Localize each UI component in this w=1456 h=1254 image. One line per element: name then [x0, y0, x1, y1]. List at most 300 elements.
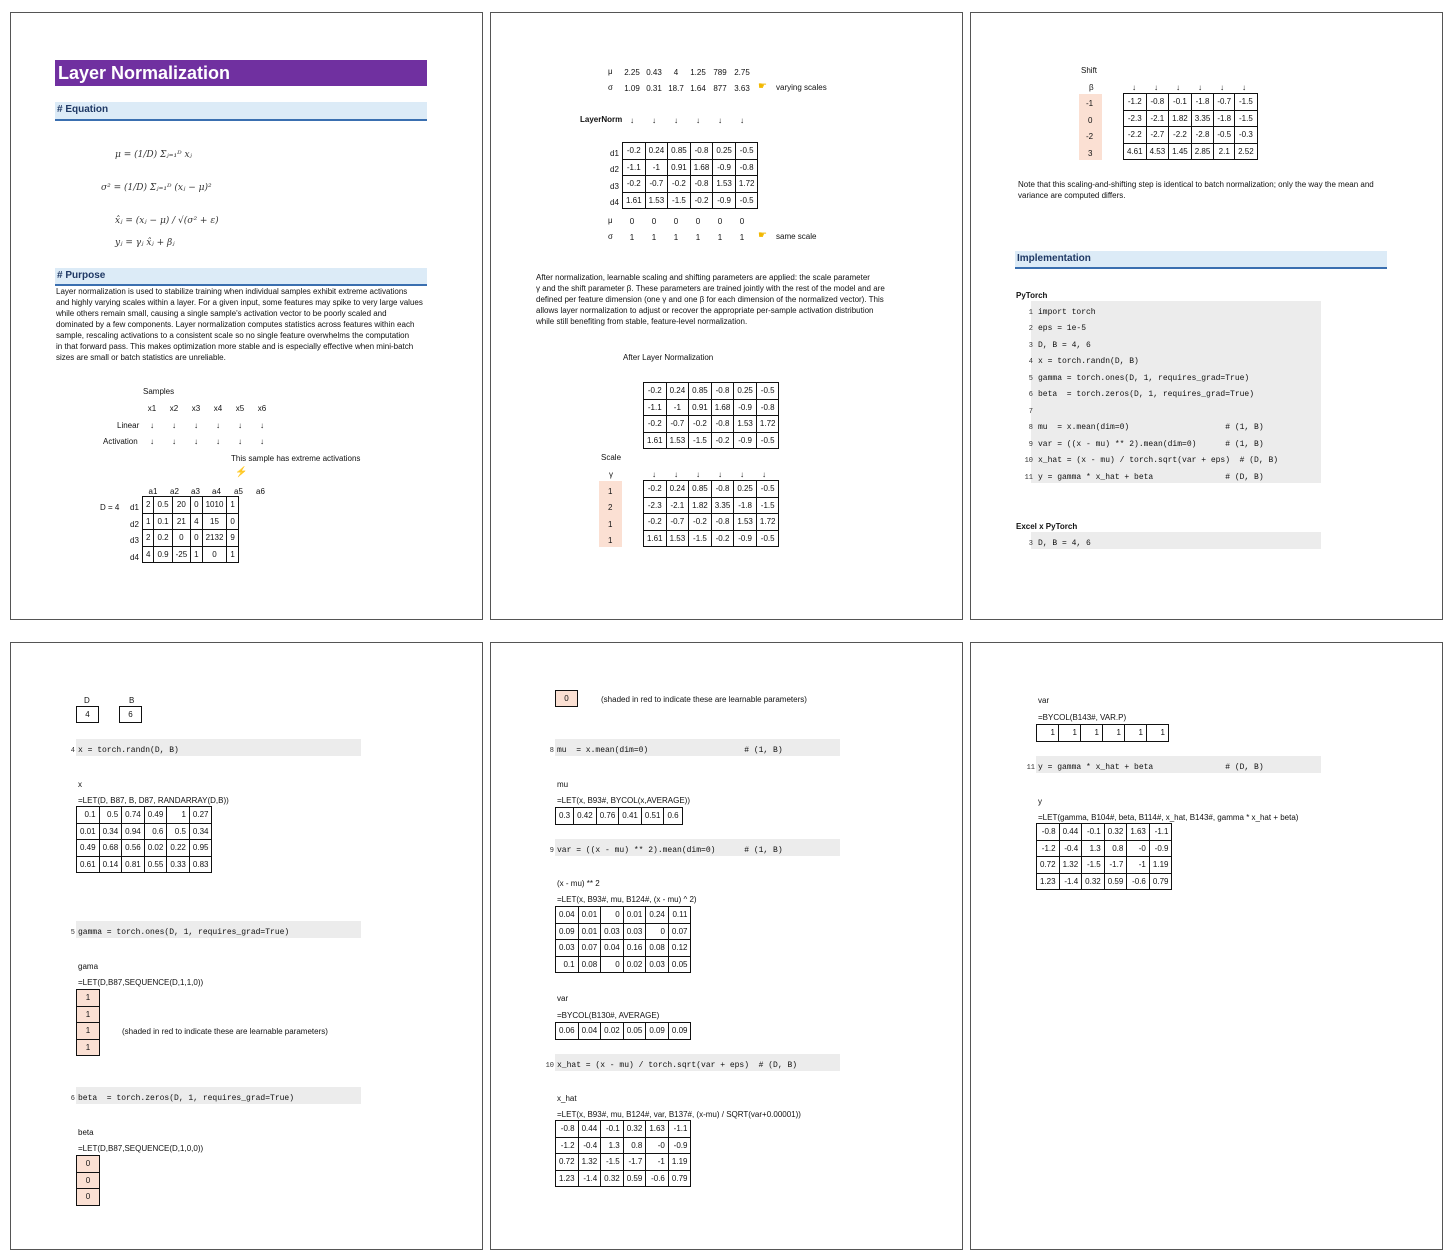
- table-cell: -0: [1127, 840, 1150, 857]
- sigma-value: 1: [651, 233, 657, 242]
- table-cell: 21: [172, 513, 191, 530]
- b-value-cell[interactable]: 6: [119, 706, 142, 723]
- table-cell: 0.24: [666, 383, 689, 400]
- table-cell: 0: [191, 497, 202, 514]
- xhat-table: [555, 1120, 691, 1187]
- purpose-line: while others remain small, causing a single sample's activation vector to be poorly scaled and: [56, 309, 387, 318]
- table-cell: 1.61: [644, 530, 667, 547]
- table-cell: 0.01: [578, 907, 601, 924]
- sigma-label: σ: [608, 83, 613, 92]
- table-cell: -1.1: [623, 159, 646, 176]
- equation-normalize: x̂ⱼ = (xⱼ − μ) / √(σ² + ε): [115, 216, 219, 226]
- d-value-cell[interactable]: 4: [76, 706, 99, 723]
- sigma-values-normalized: [621, 233, 753, 242]
- code-line: x_hat = (x - mu) / torch.sqrt(var + eps) # (D, B): [557, 1061, 798, 1070]
- table-cell: -0.9: [734, 432, 757, 449]
- table-cell: 1: [143, 513, 154, 530]
- code-line: var = ((x - mu) ** 2).mean(dim=0) # (1, B): [1038, 440, 1264, 449]
- table-cell: 0: [77, 1172, 100, 1189]
- table-cell: 0.04: [601, 940, 624, 957]
- table-cell: 2: [143, 530, 154, 547]
- line-number: 8: [1028, 424, 1033, 432]
- table-cell: 1.53: [713, 176, 736, 193]
- table-cell: -1.4: [1059, 873, 1082, 890]
- table-cell: 0.91: [668, 159, 691, 176]
- table-cell: 0.12: [668, 940, 691, 957]
- sample-header: x2: [169, 404, 179, 413]
- activation-arrows: [141, 437, 273, 446]
- table-cell: -1.7: [1104, 857, 1127, 874]
- param-swatch: 0: [555, 690, 578, 707]
- paragraph-line: defined per feature dimension (one γ and one β for each dimension of the normalized vector). This: [536, 295, 884, 304]
- table-cell: 0.49: [77, 840, 100, 857]
- table-row: [556, 808, 683, 825]
- activation-header: a1: [148, 487, 158, 496]
- table-row: [556, 923, 691, 940]
- table-cell: 0.08: [646, 940, 669, 957]
- page-2: [490, 12, 963, 620]
- table-row: [1124, 110, 1258, 127]
- table-cell: 0.33: [167, 856, 190, 873]
- table-cell: 0.32: [1082, 873, 1105, 890]
- down-arrow-icon: ↓: [1132, 83, 1136, 92]
- xhat-formula: =LET(x, B93#, mu, B124#, var, B137#, (x-mu) / SQRT(var+0.00001)): [557, 1110, 801, 1119]
- sample-header: x1: [147, 404, 157, 413]
- shifted-table: [1123, 93, 1258, 160]
- mu-value: 0: [695, 217, 701, 226]
- equation-mean: μ = (1/D) Σⱼ₌₁ᴰ xⱼ: [115, 150, 192, 160]
- mu-value: 0: [651, 217, 657, 226]
- table-cell: 0.24: [645, 143, 668, 160]
- line-number: 11: [1024, 474, 1033, 482]
- beta-value: 0: [1088, 116, 1093, 125]
- down-arrow-icon: ↓: [762, 470, 766, 479]
- page-6: [970, 642, 1443, 1250]
- gamma-value: 1: [608, 487, 613, 496]
- down-arrow-icon: ↓: [652, 470, 656, 479]
- code-line: mu = x.mean(dim=0) # (1, B): [557, 746, 783, 755]
- code-line: D, B = 4, 6: [1038, 539, 1091, 548]
- equation-heading: # Equation: [55, 102, 427, 121]
- note-line: Note that this scaling-and-shifting step is identical to batch normalization; only the way the mean and: [1018, 180, 1374, 189]
- paragraph-line: allows layer normalization to adjust or recover the appropriate per-sample activation distribution: [536, 306, 874, 315]
- line-number: 1: [1028, 309, 1033, 317]
- gamma-value: 1: [608, 536, 613, 545]
- table-cell: -0.9: [734, 530, 757, 547]
- table-row: [623, 192, 758, 209]
- table-cell: 1.23: [556, 1170, 579, 1187]
- sigma-value: 3.63: [734, 84, 750, 93]
- table-cell: -0.4: [1059, 840, 1082, 857]
- table-cell: -0.8: [711, 416, 734, 433]
- table-cell: -0.5: [756, 432, 779, 449]
- activation-header: a5: [234, 487, 243, 496]
- code-line: beta = torch.zeros(D, 1, requires_grad=True): [78, 1094, 295, 1103]
- samples-label: Samples: [143, 387, 175, 396]
- row-label: d3: [610, 182, 619, 191]
- table-cell: -0.8: [1037, 824, 1060, 841]
- down-arrow-icon: ↓: [718, 116, 722, 125]
- table-cell: 1.68: [690, 159, 713, 176]
- var-table: [555, 1022, 691, 1040]
- table-cell: -1: [666, 399, 689, 416]
- table-row: [77, 807, 212, 824]
- paragraph-line: γ and the shift parameter β. These parameters are trained jointly with the rest of the model and are: [536, 284, 885, 293]
- table-cell: 1.53: [645, 192, 668, 209]
- beta-value: -1: [1086, 99, 1094, 108]
- mu-table: [555, 807, 683, 825]
- table-row: [644, 416, 779, 433]
- down-arrow-icon: ↓: [260, 437, 264, 446]
- table-cell: 0: [191, 530, 202, 547]
- table-cell: 0.68: [99, 840, 122, 857]
- table-row: [623, 176, 758, 193]
- mu-value: 789: [713, 68, 727, 77]
- table-cell: 1: [227, 497, 238, 514]
- gama-label: gama: [78, 962, 99, 971]
- table-row: [623, 143, 758, 160]
- table-cell: 0.74: [122, 807, 145, 824]
- var-table: [1036, 724, 1169, 742]
- table-cell: 0: [77, 1189, 100, 1206]
- shaded-note: (shaded in red to indicate these are learnable parameters): [122, 1027, 328, 1036]
- table-cell: 1.32: [1059, 857, 1082, 874]
- table-cell: 0.09: [556, 923, 579, 940]
- activation-header: a6: [256, 487, 265, 496]
- table-cell: 0.41: [619, 808, 642, 825]
- table-row: [77, 856, 212, 873]
- table-cell: 0.09: [668, 1023, 691, 1040]
- table-row: [556, 1023, 691, 1040]
- row-label: d1: [610, 149, 619, 158]
- paragraph-line: After normalization, learnable scaling and shifting parameters are applied: the scale parameter: [536, 273, 870, 282]
- table-cell: 0.01: [77, 823, 100, 840]
- table-cell: 0.22: [167, 840, 190, 857]
- table-cell: 1.19: [668, 1154, 691, 1171]
- table-cell: 1: [1125, 725, 1147, 742]
- activation-table: [142, 496, 239, 563]
- table-cell: 0.3: [556, 808, 574, 825]
- down-arrow-icon: ↓: [696, 116, 700, 125]
- code-line: gamma = torch.ones(D, 1, requires_grad=True): [1038, 374, 1250, 383]
- gamma-formula: =LET(D,B87,SEQUENCE(D,1,1,0)): [78, 978, 204, 987]
- table-cell: 1: [77, 1023, 100, 1040]
- pointing-hand-icon: ☛: [758, 230, 767, 241]
- table-cell: -0.2: [711, 432, 734, 449]
- line-number: 10: [1024, 457, 1033, 465]
- table-cell: 0.34: [99, 823, 122, 840]
- paragraph-line: while still benefiting from stable, feature-level normalization.: [536, 317, 748, 326]
- page-3: [970, 12, 1443, 620]
- table-cell: 0.49: [144, 807, 167, 824]
- mu-value: 0: [673, 217, 679, 226]
- doc-title: Layer Normalization: [55, 60, 427, 86]
- table-cell: -0.9: [1149, 840, 1172, 857]
- down-arrow-icon: ↓: [1198, 83, 1202, 92]
- table-cell: 1: [1081, 725, 1103, 742]
- table-cell: -0.7: [645, 176, 668, 193]
- sq-formula: =LET(x, B93#, mu, B124#, (x - mu) ^ 2): [557, 895, 697, 904]
- same-scale-label: same scale: [776, 232, 817, 241]
- table-cell: 2.85: [1191, 143, 1214, 160]
- down-arrow-icon: ↓: [238, 421, 242, 430]
- shaded-note: (shaded in red to indicate these are learnable parameters): [601, 695, 807, 704]
- table-cell: 0.04: [556, 907, 579, 924]
- b-label: B: [129, 696, 135, 705]
- table-cell: -1.2: [1037, 840, 1060, 857]
- table-cell: -2.3: [644, 497, 667, 514]
- line-number: 4: [1028, 358, 1033, 366]
- y-table: [1036, 823, 1172, 890]
- table-cell: -2.2: [1124, 127, 1147, 144]
- table-cell: 1.61: [644, 432, 667, 449]
- line-number: 6: [70, 1095, 75, 1103]
- table-cell: -0.9: [713, 192, 736, 209]
- table-row: [644, 514, 779, 531]
- table-row: [77, 1172, 100, 1189]
- table-cell: 0.72: [556, 1154, 579, 1171]
- table-cell: 3.35: [711, 497, 734, 514]
- beta-formula: =LET(D,B87,SEQUENCE(D,1,0,0)): [78, 1144, 204, 1153]
- table-cell: -0.7: [666, 514, 689, 531]
- table-cell: 0.81: [122, 856, 145, 873]
- sample-header: x6: [257, 404, 267, 413]
- table-cell: -1.5: [1235, 110, 1258, 127]
- table-cell: 1: [167, 807, 190, 824]
- mu-value: 0: [717, 217, 723, 226]
- table-cell: 1.82: [689, 497, 712, 514]
- table-cell: -0.8: [690, 176, 713, 193]
- table-row: [623, 159, 758, 176]
- table-cell: 1.68: [711, 399, 734, 416]
- table-cell: -0.7: [1214, 94, 1235, 111]
- beta-value: -2: [1086, 132, 1094, 141]
- down-arrow-icon: ↓: [216, 421, 220, 430]
- table-cell: -0.2: [644, 416, 667, 433]
- row-label: d3: [130, 536, 139, 545]
- table-cell: 0.8: [1104, 840, 1127, 857]
- table-cell: -0.8: [756, 399, 779, 416]
- table-cell: -1.1: [644, 399, 667, 416]
- after-norm-label: After Layer Normalization: [623, 353, 714, 362]
- code-line: beta = torch.zeros(D, 1, requires_grad=True): [1038, 390, 1255, 399]
- activation-headers: [142, 487, 271, 496]
- code-line: mu = x.mean(dim=0) # (1, B): [1038, 423, 1264, 432]
- table-cell: 0.95: [189, 840, 212, 857]
- table-row: [644, 383, 779, 400]
- beta-value: 3: [1088, 149, 1093, 158]
- table-cell: -0: [646, 1137, 669, 1154]
- line-number: 2: [1028, 325, 1033, 333]
- table-cell: -2.2: [1169, 127, 1192, 144]
- sq-table: [555, 906, 691, 973]
- table-cell: 0.05: [668, 956, 691, 973]
- line-number: 3: [1028, 342, 1033, 350]
- table-cell: 0.01: [623, 907, 646, 924]
- code-line: gamma = torch.ones(D, 1, requires_grad=True): [78, 928, 290, 937]
- table-cell: 0.03: [556, 940, 579, 957]
- after-norm-table: [643, 382, 779, 449]
- code-line: y = gamma * x_hat + beta # (D, B): [1038, 473, 1264, 482]
- table-cell: -1.5: [601, 1154, 624, 1171]
- table-cell: 0.05: [623, 1023, 646, 1040]
- purpose-line: sizes are small or batch statistics are unreliable.: [56, 353, 226, 362]
- code-line: x = torch.randn(D, B): [78, 746, 179, 755]
- table-cell: 0.32: [1104, 824, 1127, 841]
- xhat-label: x_hat: [557, 1094, 577, 1103]
- table-cell: 0: [646, 923, 669, 940]
- table-cell: 20: [172, 497, 191, 514]
- layernorm-arrows: [621, 116, 753, 125]
- down-arrow-icon: ↓: [216, 437, 220, 446]
- x-table: [76, 806, 212, 873]
- table-cell: 15: [202, 513, 227, 530]
- table-cell: -0.6: [1127, 873, 1150, 890]
- table-cell: 1010: [202, 497, 227, 514]
- down-arrow-icon: ↓: [740, 470, 744, 479]
- sigma-value: 877: [713, 84, 727, 93]
- sigma-value: 1.64: [690, 84, 706, 93]
- table-cell: 0.32: [601, 1170, 624, 1187]
- table-cell: 0.44: [1059, 824, 1082, 841]
- table-cell: 0: [601, 956, 624, 973]
- down-arrow-icon: ↓: [194, 421, 198, 430]
- table-cell: 1.32: [578, 1154, 601, 1171]
- mu-value: 2.25: [624, 68, 640, 77]
- sigma-value: 1: [673, 233, 679, 242]
- shift-arrows: [1123, 83, 1255, 92]
- table-row: [143, 497, 239, 514]
- table-cell: 1.3: [1082, 840, 1105, 857]
- table-cell: 0.11: [668, 907, 691, 924]
- table-cell: 1.53: [734, 416, 757, 433]
- table-cell: 4.53: [1146, 143, 1169, 160]
- mu-value: 0.43: [646, 68, 662, 77]
- table-cell: 0.1: [556, 956, 579, 973]
- row-label: d2: [130, 520, 139, 529]
- table-cell: -0.1: [1169, 94, 1192, 111]
- sq-label: (x - mu) ** 2: [557, 879, 600, 888]
- table-cell: 0.06: [556, 1023, 579, 1040]
- activation-label: Activation: [103, 437, 138, 446]
- table-cell: 1.72: [735, 176, 758, 193]
- purpose-line: sample, rescaling activations to a consistent scale so no single feature overwhelms the computation: [56, 331, 410, 340]
- code-line: D, B = 4, 6: [1038, 341, 1091, 350]
- table-cell: 0.59: [1104, 873, 1127, 890]
- var-formula: =BYCOL(B143#, VAR.P): [1038, 713, 1127, 722]
- mu-label: mu: [557, 780, 569, 789]
- purpose-line: and highly varying scales within a layer. For a given input, some features may spike to very large values: [56, 298, 423, 307]
- table-cell: 1.61: [623, 192, 646, 209]
- table-cell: 4: [143, 546, 154, 563]
- table-row: [1037, 873, 1172, 890]
- row-label: d1: [130, 503, 139, 512]
- mu-value: 0: [739, 217, 745, 226]
- line-number: 6: [1028, 391, 1033, 399]
- purpose-line: in that forward pass. This makes optimization more stable and is especially effective when mini-batch: [56, 342, 414, 351]
- var-label: var: [557, 994, 569, 1003]
- table-row: [77, 1023, 100, 1040]
- table-cell: -1.1: [1149, 824, 1172, 841]
- table-row: [556, 1137, 691, 1154]
- line-number: 5: [1028, 375, 1033, 383]
- down-arrow-icon: ↓: [194, 437, 198, 446]
- code-line: y = gamma * x_hat + beta # (D, B): [1038, 763, 1264, 772]
- table-cell: 0.07: [668, 923, 691, 940]
- lightning-icon: ⚡: [235, 467, 248, 478]
- down-arrow-icon: ↓: [696, 470, 700, 479]
- down-arrow-icon: ↓: [674, 116, 678, 125]
- table-cell: 0.79: [668, 1170, 691, 1187]
- table-cell: 1: [1059, 725, 1081, 742]
- table-cell: -0.1: [1082, 824, 1105, 841]
- table-row: [556, 940, 691, 957]
- table-cell: 0.85: [668, 143, 691, 160]
- table-cell: 0.24: [646, 907, 669, 924]
- sigma-value: 1.09: [624, 84, 640, 93]
- table-cell: 0.51: [641, 808, 664, 825]
- purpose-line: dominated by a few components. Layer normalization computes statistics across features within each: [56, 320, 415, 329]
- sample-header: x3: [191, 404, 201, 413]
- table-cell: 0.01: [578, 923, 601, 940]
- table-cell: 0.72: [1037, 857, 1060, 874]
- table-cell: -1: [1127, 857, 1150, 874]
- table-cell: -0.9: [668, 1137, 691, 1154]
- table-cell: -1.5: [689, 530, 712, 547]
- linear-arrows: [141, 421, 273, 430]
- table-cell: 0.85: [689, 481, 712, 498]
- table-cell: -0.2: [644, 514, 667, 531]
- table-cell: 0.1: [77, 807, 100, 824]
- table-cell: -0.2: [623, 176, 646, 193]
- table-cell: 0.5: [167, 823, 190, 840]
- table-cell: 1.72: [756, 514, 779, 531]
- row-label: d2: [610, 165, 619, 174]
- table-cell: -0.2: [644, 481, 667, 498]
- table-row: [77, 1156, 100, 1173]
- sample-header: x5: [235, 404, 245, 413]
- table-cell: -0.8: [556, 1121, 579, 1138]
- table-cell: 1.23: [1037, 873, 1060, 890]
- down-arrow-icon: ↓: [172, 437, 176, 446]
- table-row: [1037, 857, 1172, 874]
- layernorm-label: LayerNorm: [580, 115, 623, 124]
- purpose-heading: # Purpose: [55, 268, 427, 286]
- table-cell: -0.8: [711, 514, 734, 531]
- equation-output: yⱼ = γⱼ x̂ⱼ + βⱼ: [115, 238, 175, 248]
- down-arrow-icon: ↓: [1154, 83, 1158, 92]
- table-cell: 1.63: [1127, 824, 1150, 841]
- table-cell: -1: [645, 159, 668, 176]
- gamma-table: [76, 989, 100, 1056]
- table-cell: -1.8: [734, 497, 757, 514]
- page-5: [490, 642, 963, 1250]
- table-cell: -0.9: [713, 159, 736, 176]
- table-cell: 0.94: [122, 823, 145, 840]
- table-cell: 2.1: [1214, 143, 1235, 160]
- line-number: 11: [1026, 764, 1035, 772]
- table-cell: 0.32: [623, 1121, 646, 1138]
- x-label: x: [78, 780, 82, 789]
- pointing-hand-icon: ☛: [758, 81, 767, 92]
- extreme-note: This sample has extreme activations: [231, 454, 361, 463]
- table-cell: 0.07: [578, 940, 601, 957]
- line-number: 10: [545, 1062, 554, 1070]
- table-cell: 0.85: [689, 383, 712, 400]
- table-cell: -0.8: [690, 143, 713, 160]
- sigma-value: 1: [629, 233, 635, 242]
- mu-values: [621, 68, 753, 77]
